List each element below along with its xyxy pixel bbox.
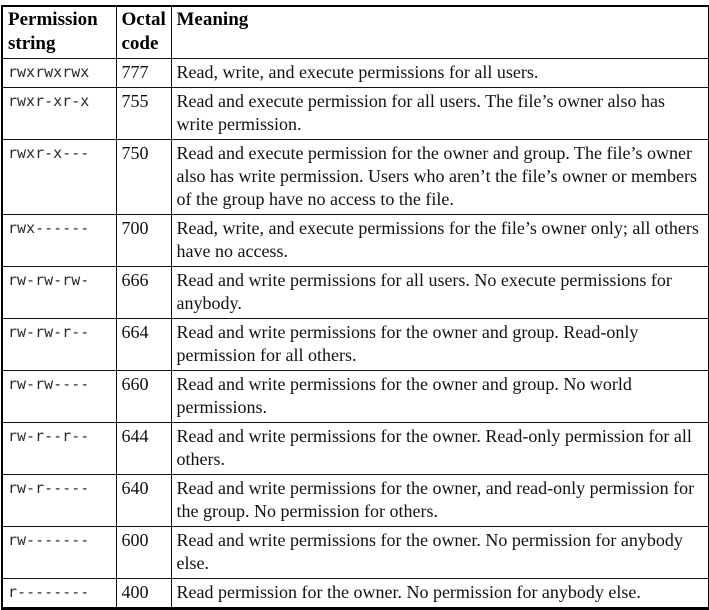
permission-string-cell: rw-rw-rw- <box>2 267 116 319</box>
octal-code-cell: 750 <box>116 140 171 215</box>
meaning-cell: Read, write, and execute permissions for the file’s owner only; all others have no access. <box>171 215 709 267</box>
header-meaning: Meaning <box>171 6 709 59</box>
octal-code-cell: 777 <box>116 59 171 88</box>
meaning-cell: Read permission for the owner. No permission for anybody else. <box>171 579 709 609</box>
octal-code-cell: 660 <box>116 371 171 423</box>
table-row <box>2 527 709 579</box>
permission-string-cell: rw-rw-r-- <box>2 319 116 371</box>
table-row <box>2 319 709 371</box>
octal-code-cell: 400 <box>116 579 171 609</box>
permission-string-cell: rwxr-x--- <box>2 140 116 215</box>
meaning-cell: Read and execute permission for the owner and group. The file’s owner also has write permission. Users who aren’t the file’s owner or members of the group have no access to the file. <box>171 140 709 215</box>
table-row <box>2 88 709 140</box>
meaning-cell: Read and write permissions for all users. No execute permissions for anybody. <box>171 267 709 319</box>
table-row <box>2 579 709 609</box>
octal-code-cell: 640 <box>116 475 171 527</box>
header-permission-string: Permission string <box>2 6 116 59</box>
permission-string-cell: rwxr-xr-x <box>2 88 116 140</box>
octal-code-cell: 664 <box>116 319 171 371</box>
meaning-cell: Read and write permissions for the owner. No permission for anybody else. <box>171 527 709 579</box>
meaning-cell: Read and write permissions for the owner, and read-only permission for the group. No permission for others. <box>171 475 709 527</box>
permission-string-cell: rwx------ <box>2 215 116 267</box>
permission-string-cell: rw-r----- <box>2 475 116 527</box>
meaning-cell: Read and write permissions for the owner and group. Read-only permission for all others. <box>171 319 709 371</box>
permission-string-cell: rw-r--r-- <box>2 423 116 475</box>
octal-code-cell: 600 <box>116 527 171 579</box>
meaning-cell: Read and write permissions for the owner and group. No world permissions. <box>171 371 709 423</box>
octal-code-cell: 700 <box>116 215 171 267</box>
header-octal-code: Octal code <box>116 6 171 59</box>
table-row <box>2 423 709 475</box>
table-row <box>2 59 709 88</box>
table-row <box>2 215 709 267</box>
octal-code-cell: 644 <box>116 423 171 475</box>
permission-string-cell: r-------- <box>2 579 116 609</box>
meaning-cell: Read and execute permission for all users. The file’s owner also has write permission. <box>171 88 709 140</box>
header-row <box>2 6 709 59</box>
table-row <box>2 267 709 319</box>
meaning-cell: Read and write permissions for the owner. Read-only permission for all others. <box>171 423 709 475</box>
permissions-table <box>1 5 709 610</box>
octal-code-cell: 755 <box>116 88 171 140</box>
octal-code-cell: 666 <box>116 267 171 319</box>
meaning-cell: Read, write, and execute permissions for all users. <box>171 59 709 88</box>
permission-string-cell: rw------- <box>2 527 116 579</box>
permission-string-cell: rw-rw---- <box>2 371 116 423</box>
permission-string-cell: rwxrwxrwx <box>2 59 116 88</box>
table-row <box>2 475 709 527</box>
table-row <box>2 140 709 215</box>
permissions-table-body <box>2 59 709 609</box>
table-row <box>2 371 709 423</box>
permissions-table-header <box>2 6 709 59</box>
